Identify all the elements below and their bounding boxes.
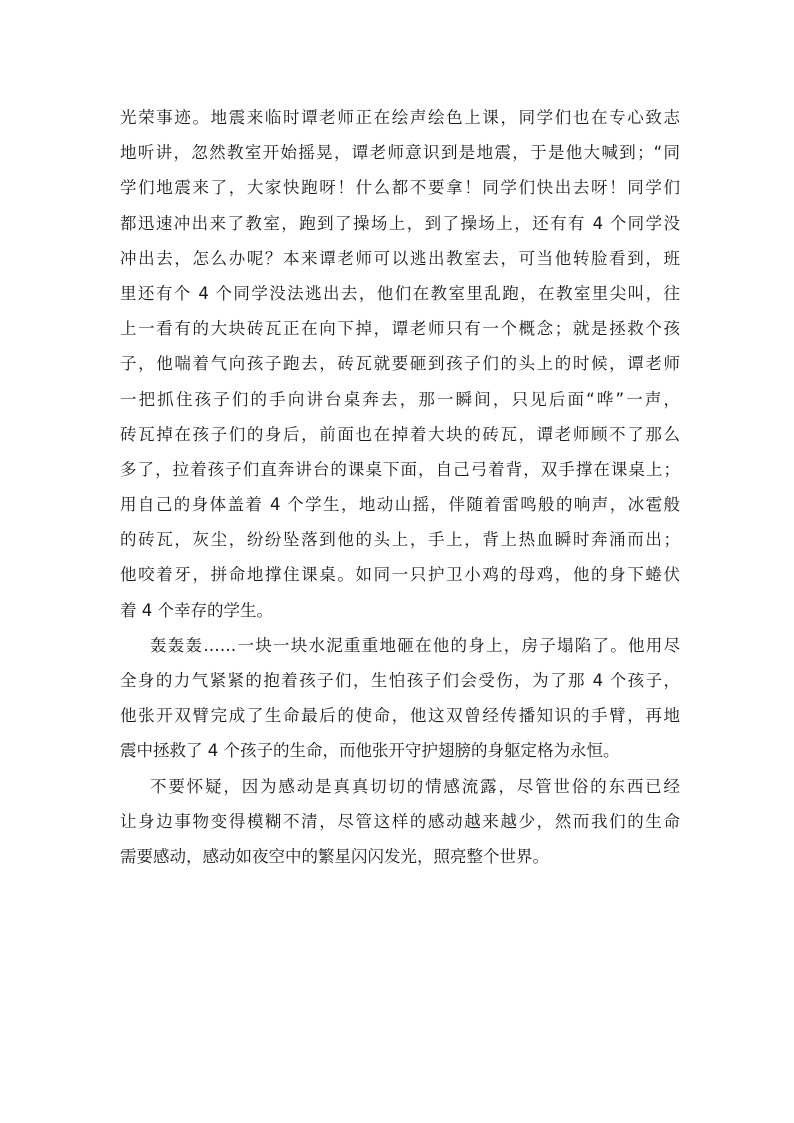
paragraph-3 <box>120 769 680 875</box>
text-line: 的砖瓦，灰尘，纷纷坠落到他的头上，手上，背上热血瞬时奔涌而出； <box>120 530 680 550</box>
text-line: 让身边事物变得模糊不清，尽管这样的感动越来越少，然而我们的生命 <box>120 811 680 831</box>
text-line: 着 4 个幸存的学生。 <box>120 600 273 620</box>
text-line: 地听讲，忽然教室开始摇晃，谭老师意识到是地震，于是他大喊到；“同 <box>120 143 680 163</box>
body-text <box>120 100 680 874</box>
text-line: 全身的力气紧紧的抱着孩子们，生怕孩子们会受伤，为了那 4 个孩子， <box>120 671 680 690</box>
text-line: 光荣事迹。地震来临时谭老师正在绘声绘色上课，同学们也在专心致志 <box>120 108 680 127</box>
text-line: 里还有个 4 个同学没法逃出去，他们在教室里乱跑，在教室里尖叫，往 <box>120 283 680 303</box>
text-line: 子，他喘着气向孩子跑去，砖瓦就要砸到孩子们的头上的时候，谭老师 <box>120 354 680 374</box>
text-line: 震中拯救了 4 个孩子的生命，而他张开守护翅膀的身躯定格为永恒。 <box>120 741 620 761</box>
text-line: 砖瓦掉在孩子们的身后，前面也在掉着大块的砖瓦，谭老师顾不了那么 <box>120 424 680 444</box>
text-line: 多了，拉着孩子们直奔讲台的课桌下面，自己弓着背，双手撑在课桌上； <box>120 459 680 479</box>
text-line: 一把抓住孩子们的手向讲台桌奔去，那一瞬间，只见后面“哗”一声， <box>120 389 680 409</box>
text-line: 轰轰轰……一块一块水泥重重地砸在他的身上，房子塌陷了。他用尽 <box>150 635 680 655</box>
text-line: 用自己的身体盖着 4 个学生，地动山摇，伴随着雷鸣般的响声，冰雹般 <box>120 495 680 515</box>
text-line: 学们地震来了，大家快跑呀！什么都不要拿！同学们快出去呀！同学们 <box>120 178 680 198</box>
text-line: 不要怀疑，因为感动是真真切切的情感流露，尽管世俗的东西已经 <box>150 776 680 796</box>
text-line: 都迅速冲出来了教室，跑到了操场上，到了操场上，还有有 4 个同学没 <box>120 213 680 233</box>
paragraph-1 <box>120 100 680 628</box>
text-line: 冲出去，怎么办呢？本来谭老师可以逃出教室去，可当他转脸看到，班 <box>120 248 680 268</box>
text-line: 他咬着牙，拼命地撑住课桌。如同一只护卫小鸡的母鸡，他的身下蜷伏 <box>120 565 680 585</box>
text-line: 需要感动，感动如夜空中的繁星闪闪发光，照亮整个世界。 <box>120 846 549 866</box>
paragraph-2 <box>120 628 680 769</box>
text-line: 上一看有的大块砖瓦正在向下掉，谭老师只有一个概念；就是拯救个孩 <box>120 319 680 339</box>
text-line: 他张开双臂完成了生命最后的使命，他这双曾经传播知识的手臂，再地 <box>120 706 680 726</box>
